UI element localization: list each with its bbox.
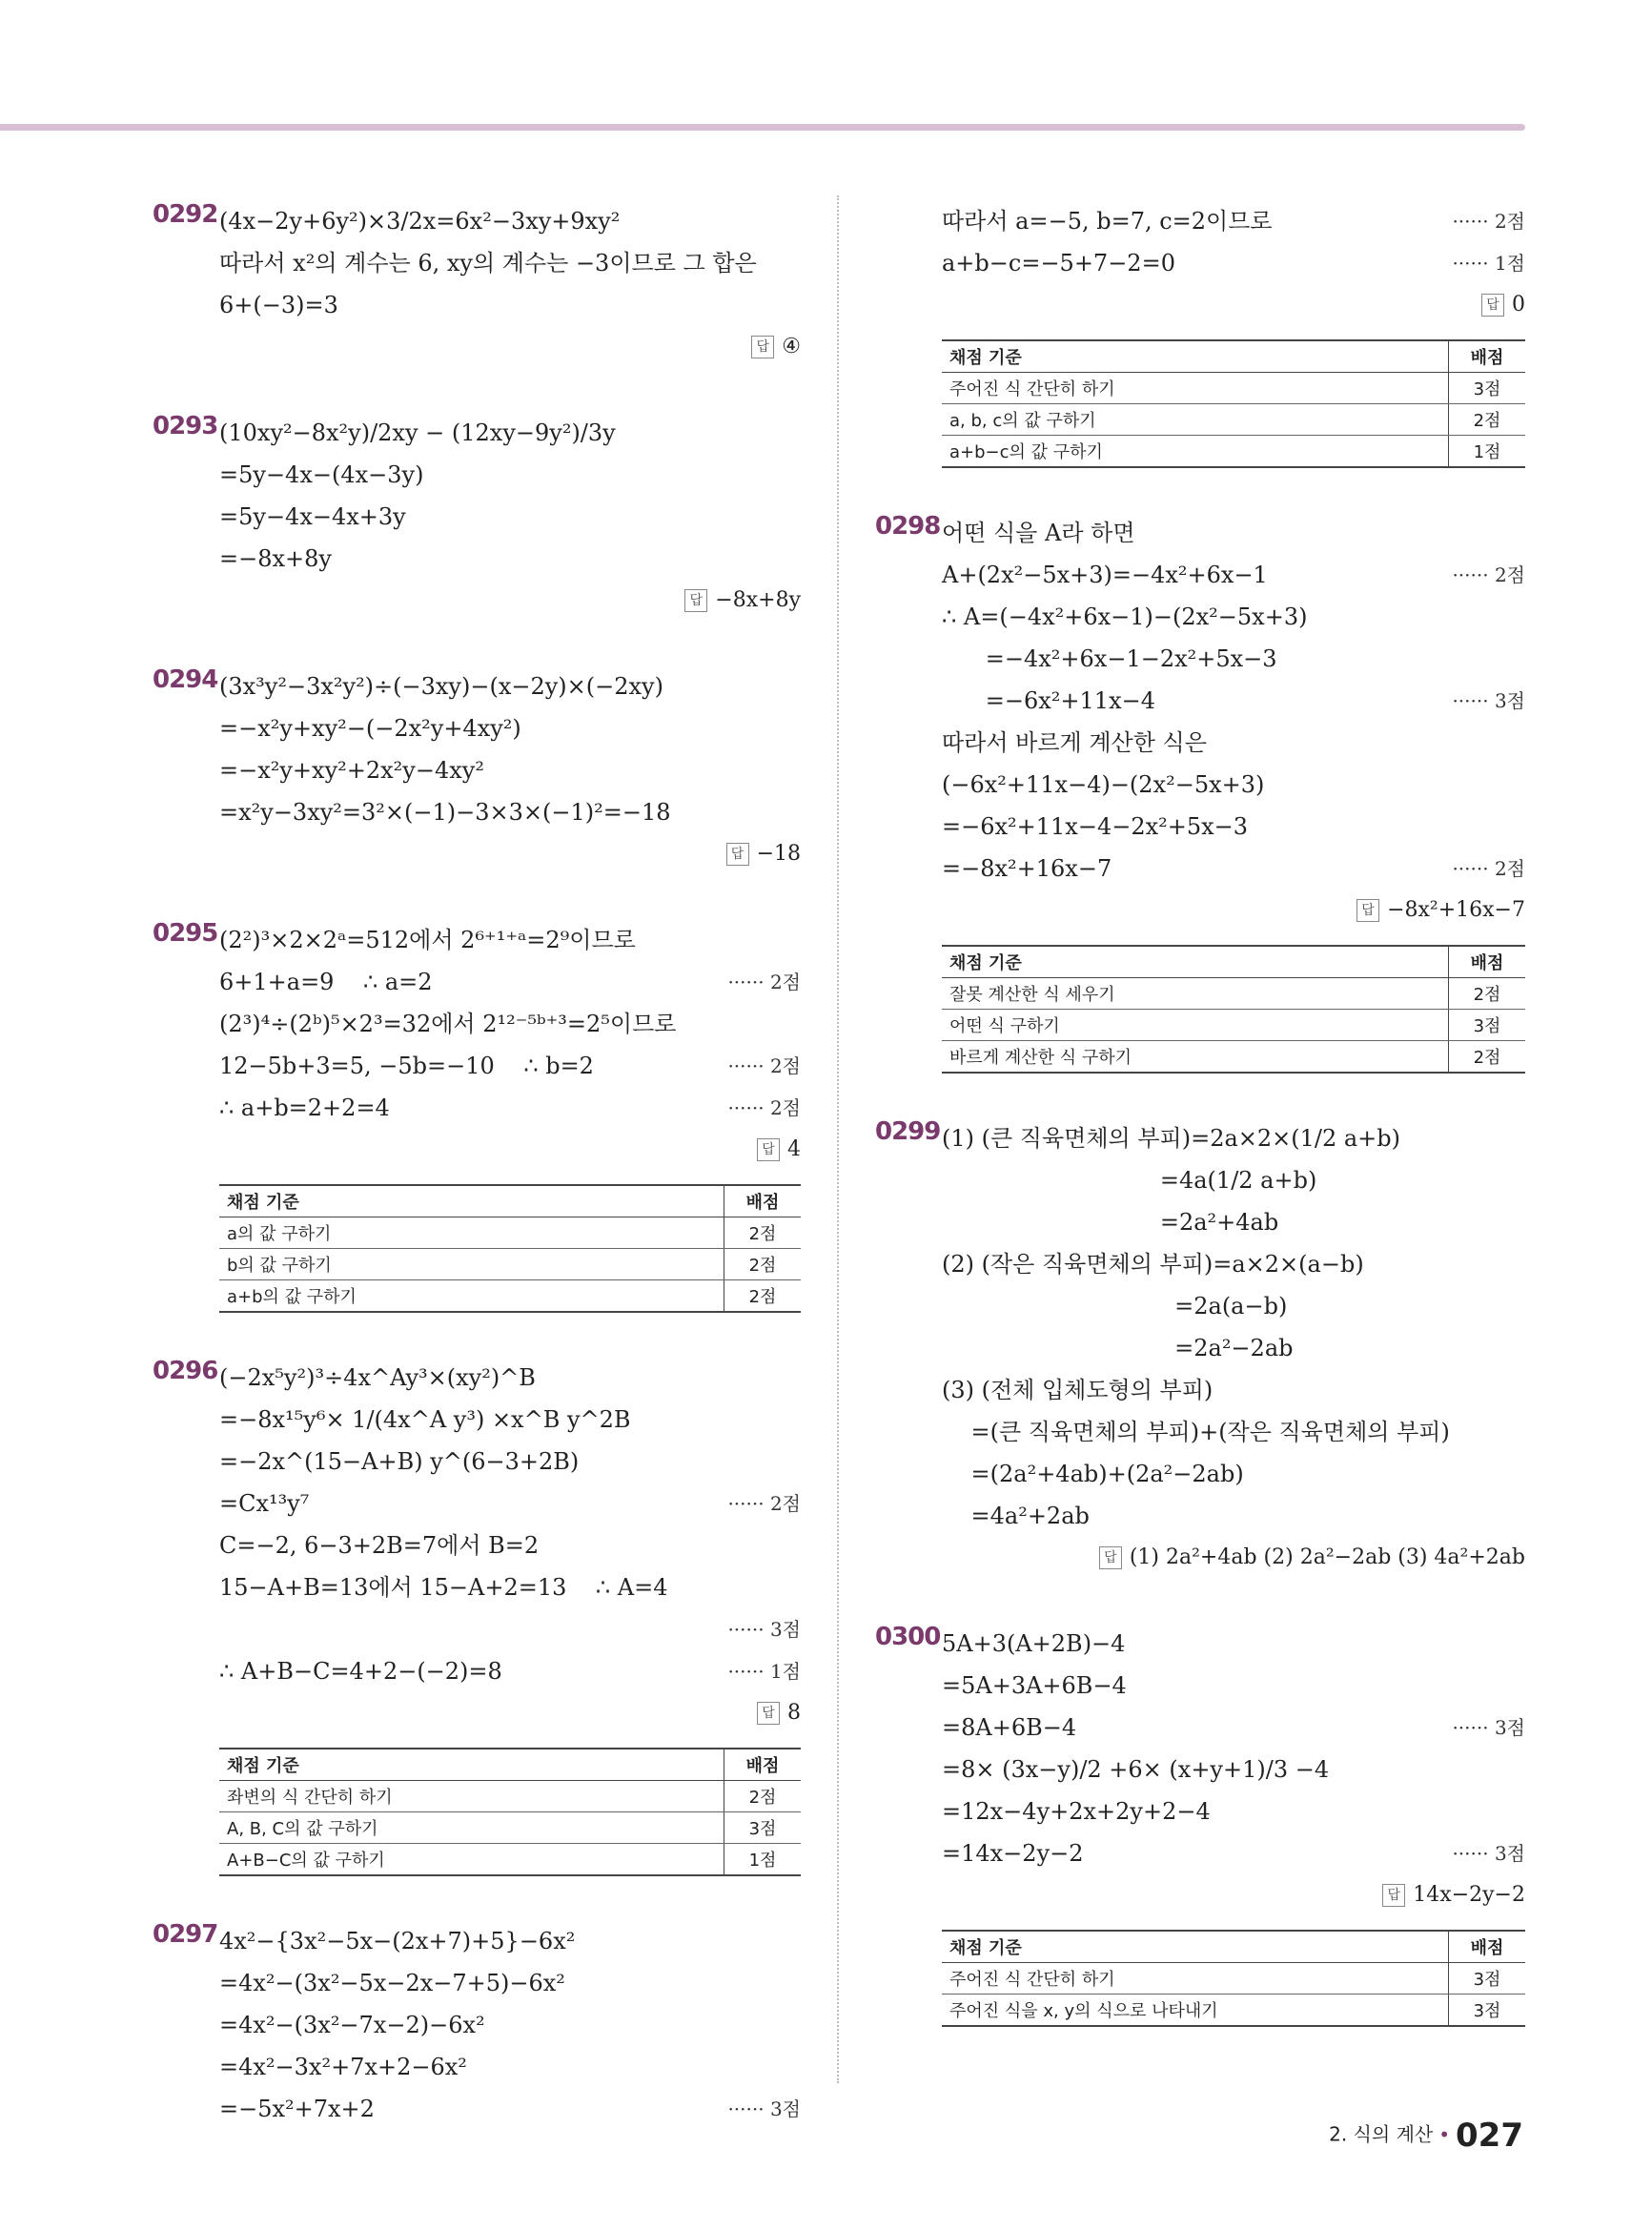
answer-value: 8 — [787, 1701, 801, 1725]
line-text: (10xy²−8x²y)/2xy − (12xy−9y²)/3y — [219, 419, 616, 446]
table-cell: 3점 — [1449, 373, 1526, 404]
score-points: ······ 2점 — [727, 1492, 801, 1515]
table-cell: 1점 — [1449, 436, 1526, 468]
answer-mark-icon: 답 — [751, 336, 774, 358]
solution-line — [942, 554, 1525, 596]
line-text: 6+(−3)=3 — [219, 292, 338, 318]
table-cell: a+b의 값 구하기 — [219, 1280, 724, 1313]
problem-number: 0295 — [153, 919, 218, 948]
solution-line — [219, 1650, 801, 1692]
solution-line — [942, 1665, 1525, 1707]
left-column — [153, 200, 801, 2174]
table-cell: 3점 — [1449, 1995, 1526, 2027]
line-text: (4x−2y+6y²)×3/2x=6x²−3xy+9xy² — [219, 208, 621, 235]
solution-line — [219, 1524, 801, 1566]
problem-number: 0298 — [875, 512, 941, 541]
line-text: =−x²y+xy²+2x²y−4xy² — [219, 757, 484, 784]
score-points: ······ 2점 — [1452, 563, 1525, 586]
table-cell: 3점 — [724, 1812, 802, 1844]
line-text: =4x²−(3x²−5x−2x−7+5)−6x² — [219, 1970, 565, 1996]
table-cell: a+b−c의 값 구하기 — [942, 436, 1449, 468]
table-row — [942, 1963, 1525, 1995]
solution-body — [219, 919, 801, 1313]
score-points: ······ 3점 — [1452, 689, 1525, 712]
table-row — [942, 1010, 1525, 1041]
problem-number: 0294 — [153, 665, 218, 694]
table-row — [942, 978, 1525, 1010]
solution-line — [942, 638, 1525, 680]
table-header-cell: 배점 — [1449, 1931, 1526, 1963]
answer-value: −18 — [756, 842, 801, 866]
line-text: a+b−c=−5+7−2=0 — [942, 250, 1175, 276]
table-cell: 2점 — [1449, 404, 1526, 436]
table-row — [219, 1844, 801, 1876]
score-points: ······ 2점 — [1452, 210, 1525, 233]
answer-mark-icon: 답 — [726, 843, 749, 866]
answer-line — [219, 833, 801, 875]
table-row — [942, 1995, 1525, 2027]
line-text: =2a²+4ab — [942, 1209, 1279, 1236]
line-text: =14x−2y−2 — [942, 1840, 1084, 1867]
line-text: =2a(a−b) — [942, 1293, 1288, 1320]
scoring-table-header — [219, 1749, 801, 1781]
line-text: =4x²−(3x²−7x−2)−6x² — [219, 2012, 485, 2038]
solution-body — [219, 1920, 801, 2130]
table-cell: 잘못 계산한 식 세우기 — [942, 978, 1449, 1010]
solution-line — [942, 1117, 1525, 1159]
line-text: (2²)³×2×2ᵃ=512에서 2⁶⁺¹⁺ᵃ=2⁹이므로 — [219, 927, 636, 953]
solution-line — [942, 848, 1525, 890]
table-cell: 좌변의 식 간단히 하기 — [219, 1781, 724, 1812]
solution-body — [942, 1623, 1525, 2027]
problem-block — [153, 200, 801, 368]
solution-line — [942, 1790, 1525, 1832]
line-text: =8A+6B−4 — [942, 1714, 1077, 1741]
line-text: (2) (작은 직육면체의 부피)=a×2×(a−b) — [942, 1251, 1364, 1278]
line-text: ∴ a+b=2+2=4 — [219, 1095, 390, 1121]
scoring-table — [942, 945, 1525, 1074]
page-footer — [1329, 2117, 1523, 2155]
solution-line — [219, 919, 801, 961]
solution-line — [219, 1962, 801, 2004]
table-header-cell: 배점 — [1449, 946, 1526, 978]
answer-mark-icon: 답 — [1382, 1884, 1405, 1907]
line-text: =−x²y+xy²−(−2x²y+4xy²) — [219, 715, 521, 742]
solution-line — [942, 1749, 1525, 1790]
line-text: (−2x⁵y²)³÷4x^Ay³×(xy²)^B — [219, 1364, 536, 1391]
table-header-cell: 채점 기준 — [942, 340, 1449, 373]
problem-number: 0297 — [153, 1920, 218, 1949]
answer-mark-icon: 답 — [757, 1702, 780, 1725]
line-text: =(2a²+4ab)+(2a²−2ab) — [942, 1461, 1244, 1487]
table-cell: 2점 — [1449, 1041, 1526, 1074]
solution-line — [942, 1832, 1525, 1874]
table-cell: b의 값 구하기 — [219, 1249, 724, 1280]
line-text: =−2x^(15−A+B) y^(6−3+2B) — [219, 1448, 580, 1475]
problem-block — [153, 1357, 801, 1876]
line-text: =2a²−2ab — [942, 1335, 1294, 1361]
table-header-cell: 채점 기준 — [219, 1749, 724, 1781]
solution-line — [219, 242, 801, 284]
problem-block — [875, 1623, 1525, 2027]
line-text: =12x−4y+2x+2y+2−4 — [942, 1798, 1211, 1825]
solution-line — [219, 200, 801, 242]
score-points: ······ 2점 — [727, 971, 801, 993]
answer-mark-icon: 답 — [684, 589, 707, 612]
answer-value: 14x−2y−2 — [1413, 1883, 1525, 1907]
answer-mark-icon: 답 — [1481, 294, 1504, 317]
solution-line — [942, 1369, 1525, 1411]
table-header-cell: 채점 기준 — [942, 946, 1449, 978]
solution-line — [219, 284, 801, 326]
solution-line — [942, 596, 1525, 638]
solution-line — [942, 1707, 1525, 1749]
line-text: =5y−4x−(4x−3y) — [219, 461, 424, 488]
line-text: =−8x¹⁵y⁶× 1/(4x^A y³) ×x^B y^2B — [219, 1406, 631, 1433]
score-points: ······ 3점 — [1452, 1716, 1525, 1739]
table-cell: 2점 — [724, 1781, 802, 1812]
answer-value: −8x²+16x−7 — [1387, 898, 1525, 922]
line-text: =−6x²+11x−4 — [942, 687, 1155, 714]
scoring-table-header — [942, 946, 1525, 978]
right-column — [875, 200, 1525, 2071]
solution-line — [219, 1357, 801, 1399]
table-header-cell: 배점 — [724, 1185, 802, 1217]
answer-value: −8x+8y — [715, 588, 801, 612]
problem-number: 0292 — [153, 200, 218, 229]
top-decor-bar — [0, 124, 1525, 131]
line-text: (3) (전체 입체도형의 부피) — [942, 1377, 1214, 1403]
score-points: ······ 3점 — [1452, 1842, 1525, 1865]
problem-block — [875, 1117, 1525, 1579]
footer-dot: • — [1438, 2122, 1451, 2146]
scoring-table — [942, 1930, 1525, 2027]
line-text: 5A+3(A+2B)−4 — [942, 1630, 1126, 1657]
table-cell: 주어진 식 간단히 하기 — [942, 1963, 1449, 1995]
solution-line — [942, 200, 1525, 242]
scoring-table — [219, 1748, 801, 1876]
table-row — [219, 1217, 801, 1249]
problem-number: 0300 — [875, 1623, 941, 1651]
line-text: A+(2x²−5x+3)=−4x²+6x−1 — [942, 562, 1268, 588]
line-text: =4x²−3x²+7x+2−6x² — [219, 2054, 467, 2080]
score-points: ······ 2점 — [1452, 857, 1525, 880]
answer-line — [219, 1692, 801, 1734]
chapter-title: 2. 식의 계산 — [1329, 2122, 1434, 2146]
solution-line — [219, 412, 801, 454]
solution-line — [942, 680, 1525, 722]
table-header-cell: 배점 — [1449, 340, 1526, 373]
line-text: C=−2, 6−3+2B=7에서 B=2 — [219, 1532, 540, 1559]
solution-line — [219, 1003, 801, 1045]
column-divider — [837, 195, 839, 2083]
table-row — [942, 404, 1525, 436]
scoring-table-header — [942, 1931, 1525, 1963]
solution-body — [219, 665, 801, 875]
solution-line — [942, 242, 1525, 284]
line-text: 4x²−{3x²−5x−(2x+7)+5}−6x² — [219, 1928, 576, 1954]
solution-line — [219, 1045, 801, 1087]
solution-line — [219, 1087, 801, 1129]
line-text: =x²y−3xy²=3²×(−1)−3×3×(−1)²=−18 — [219, 799, 671, 826]
answer-line — [942, 890, 1525, 931]
problem-block — [153, 665, 801, 875]
answer-line — [942, 1537, 1525, 1579]
line-text: (2³)⁴÷(2ᵇ)⁵×2³=32에서 2¹²⁻⁵ᵇ⁺³=2⁵이므로 — [219, 1011, 677, 1037]
solution-line — [942, 1243, 1525, 1285]
line-text: =−5x²+7x+2 — [219, 2096, 375, 2122]
solution-line — [942, 1159, 1525, 1201]
answer-mark-icon: 답 — [1356, 899, 1379, 922]
page-number: 027 — [1456, 2117, 1523, 2155]
solution-line — [219, 538, 801, 580]
score-points: ······ 3점 — [727, 1618, 801, 1641]
line-text: =Cx¹³y⁷ — [219, 1490, 310, 1517]
score-points: ······ 1점 — [1452, 252, 1525, 275]
solution-line — [942, 1495, 1525, 1537]
line-text: 12−5b+3=5, −5b=−10 ∴ b=2 — [219, 1053, 594, 1079]
answer-line — [219, 326, 801, 368]
answer-line — [942, 1874, 1525, 1916]
score-points: ······ 1점 — [727, 1660, 801, 1683]
line-text: 15−A+B=13에서 15−A+2=13 ∴ A=4 — [219, 1574, 668, 1601]
solution-body — [942, 200, 1525, 468]
solution-line — [219, 1441, 801, 1483]
problem-number: 0293 — [153, 412, 218, 440]
table-header-cell: 채점 기준 — [942, 1931, 1449, 1963]
solution-body — [219, 412, 801, 622]
solution-line — [942, 1285, 1525, 1327]
solution-line — [219, 1399, 801, 1441]
table-cell: 2점 — [724, 1217, 802, 1249]
solution-line — [219, 961, 801, 1003]
line-text: =−6x²+11x−4−2x²+5x−3 — [942, 813, 1249, 840]
table-cell: 2점 — [1449, 978, 1526, 1010]
answer-value: ④ — [782, 335, 801, 358]
score-points: ······ 3점 — [727, 2097, 801, 2120]
solution-body — [942, 512, 1525, 1074]
table-row — [219, 1812, 801, 1844]
score-points: ······ 2점 — [727, 1096, 801, 1119]
line-text: =−8x²+16x−7 — [942, 855, 1112, 882]
line-text: 따라서 바르게 계산한 식은 — [942, 729, 1207, 756]
solution-line — [219, 749, 801, 791]
solution-line — [219, 1608, 801, 1650]
table-row — [219, 1781, 801, 1812]
table-cell: 2점 — [724, 1249, 802, 1280]
solution-line — [219, 2088, 801, 2130]
solution-body — [219, 1357, 801, 1876]
solution-line — [942, 764, 1525, 806]
solution-line — [219, 791, 801, 833]
line-text: =−4x²+6x−1−2x²+5x−3 — [942, 645, 1277, 672]
line-text: ∴ A=(−4x²+6x−1)−(2x²−5x+3) — [942, 604, 1308, 630]
table-header-cell: 배점 — [724, 1749, 802, 1781]
answer-value: 0 — [1512, 293, 1525, 317]
line-text: 어떤 식을 A라 하면 — [942, 520, 1135, 546]
line-text: 6+1+a=9 ∴ a=2 — [219, 969, 433, 995]
line-text: =8× (3x−y)/2 +6× (x+y+1)/3 −4 — [942, 1756, 1330, 1783]
problem-block — [153, 1920, 801, 2130]
table-cell: A, B, C의 값 구하기 — [219, 1812, 724, 1844]
answer-line — [942, 284, 1525, 326]
problem-block — [153, 412, 801, 622]
table-row — [942, 1041, 1525, 1074]
table-row — [219, 1249, 801, 1280]
answer-line — [219, 580, 801, 622]
table-cell: 2점 — [724, 1280, 802, 1313]
solution-line — [219, 496, 801, 538]
solution-line — [219, 1483, 801, 1524]
solution-line — [219, 2004, 801, 2046]
table-cell: a의 값 구하기 — [219, 1217, 724, 1249]
answer-mark-icon: 답 — [1099, 1546, 1122, 1569]
line-text: (−6x²+11x−4)−(2x²−5x+3) — [942, 771, 1265, 798]
solution-line — [942, 1411, 1525, 1453]
solution-line — [219, 665, 801, 707]
table-row — [219, 1280, 801, 1313]
table-cell: 3점 — [1449, 1963, 1526, 1995]
solution-line — [942, 806, 1525, 848]
table-cell: 주어진 식 간단히 하기 — [942, 373, 1449, 404]
answer-value: (1) 2a²+4ab (2) 2a²−2ab (3) 4a²+2ab — [1129, 1545, 1525, 1569]
scoring-table-header — [219, 1185, 801, 1217]
table-cell: 3점 — [1449, 1010, 1526, 1041]
solution-line — [942, 1453, 1525, 1495]
line-text: =4a²+2ab — [942, 1503, 1090, 1529]
table-cell: 1점 — [724, 1844, 802, 1876]
line-text: 따라서 a=−5, b=7, c=2이므로 — [942, 208, 1273, 235]
solution-body — [942, 1117, 1525, 1579]
problem-block — [875, 200, 1525, 468]
solution-line — [942, 512, 1525, 554]
scoring-table — [219, 1184, 801, 1313]
solution-line — [219, 1920, 801, 1962]
problem-number: 0299 — [875, 1117, 941, 1146]
solution-line — [219, 1566, 801, 1608]
table-cell: a, b, c의 값 구하기 — [942, 404, 1449, 436]
line-text: ∴ A+B−C=4+2−(−2)=8 — [219, 1658, 502, 1685]
scoring-table — [942, 339, 1525, 468]
answer-mark-icon: 답 — [757, 1138, 780, 1161]
solution-line — [942, 1623, 1525, 1665]
answer-value: 4 — [787, 1137, 801, 1161]
solution-line — [219, 2046, 801, 2088]
line-text: =(큰 직육면체의 부피)+(작은 직육면체의 부피) — [942, 1419, 1450, 1445]
line-text: =−8x+8y — [219, 545, 332, 572]
solution-line — [942, 1201, 1525, 1243]
line-text: (1) (큰 직육면체의 부피)=2a×2×(1/2 a+b) — [942, 1125, 1401, 1152]
table-cell: 바르게 계산한 식 구하기 — [942, 1041, 1449, 1074]
table-header-cell: 채점 기준 — [219, 1185, 724, 1217]
table-cell: 어떤 식 구하기 — [942, 1010, 1449, 1041]
table-row — [942, 436, 1525, 468]
solution-body — [219, 200, 801, 368]
line-text: 따라서 x²의 계수는 6, xy의 계수는 −3이므로 그 합은 — [219, 250, 757, 276]
solution-line — [942, 722, 1525, 764]
problem-number: 0296 — [153, 1357, 218, 1385]
table-cell: A+B−C의 값 구하기 — [219, 1844, 724, 1876]
solution-line — [219, 454, 801, 496]
score-points: ······ 2점 — [727, 1054, 801, 1077]
line-text: =4a(1/2 a+b) — [942, 1167, 1317, 1194]
table-row — [942, 373, 1525, 404]
problem-block — [153, 919, 801, 1313]
solution-line — [942, 1327, 1525, 1369]
solution-line — [219, 707, 801, 749]
line-text: =5y−4x−4x+3y — [219, 503, 406, 530]
line-text: (3x³y²−3x²y²)÷(−3xy)−(x−2y)×(−2xy) — [219, 673, 663, 700]
table-cell: 주어진 식을 x, y의 식으로 나타내기 — [942, 1995, 1449, 2027]
problem-block — [875, 512, 1525, 1074]
scoring-table-header — [942, 340, 1525, 373]
line-text: =5A+3A+6B−4 — [942, 1672, 1127, 1699]
answer-line — [219, 1129, 801, 1171]
